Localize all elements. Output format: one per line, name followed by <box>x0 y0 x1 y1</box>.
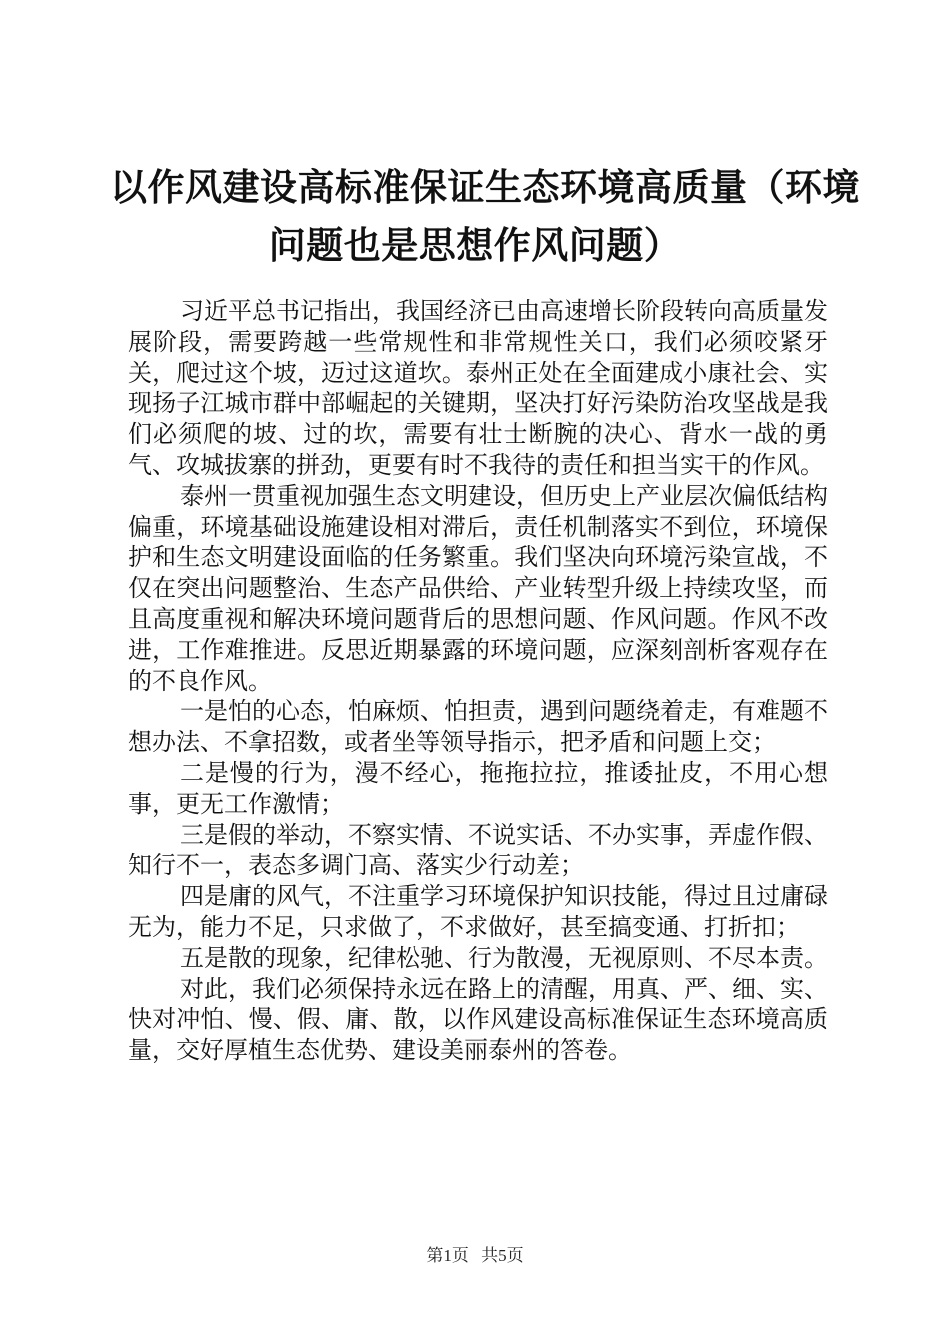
title-line-2: 问题也是思想作风问题） <box>268 223 682 267</box>
document-title <box>110 158 860 274</box>
paragraph-point-1: 一是怕的心态，怕麻烦、怕担责，遇到问题绕着走，有难题不想办法、不拿招数，或者坐等领导指示，把矛盾和问题上交； <box>128 697 828 757</box>
page-total: 共5页 <box>481 1246 524 1265</box>
paragraph-conclusion: 对此，我们必须保持永远在路上的清醒，用真、严、细、实、快对冲怕、慢、假、庸、散，以作风建设高标准保证生态环境高质量，交好厚植生态优势、建设美丽泰州的答卷。 <box>128 974 828 1065</box>
document-body <box>128 296 828 1066</box>
paragraph-background: 泰州一贯重视加强生态文明建设，但历史上产业层次偏低结构偏重，环境基础设施建设相对滞后，责任机制落实不到位，环境保护和生态文明建设面临的任务繁重。我们坚决向环境污染宣战，不仅在突出问题整治、生态产品供给、产业转型升级上持续攻坚，而且高度重视和解决环境问题背后的思想问题、作风问题。作风不改进，工作难推进。反思近期暴露的环境问题，应深刻剖析客观存在的不良作风。 <box>128 481 828 695</box>
page-footer <box>0 1241 950 1266</box>
paragraph-intro: 习近平总书记指出，我国经济已由高速增长阶段转向高质量发展阶段，需要跨越一些常规性和非常规性关口，我们必须咬紧牙关，爬过这个坡，迈过这道坎。泰州正处在全面建成小康社会、实现扬子江城市群中部崛起的关键期，坚决打好污染防治攻坚战是我们必须爬的坡、过的坎，需要有壮士断腕的决心、背水一战的勇气、攻城拔寨的拼劲，更要有时不我待的责任和担当实干的作风。 <box>128 297 828 479</box>
title-line-1: 以作风建设高标准保证生态环境高质量（环境 <box>110 165 860 209</box>
paragraph-point-5: 五是散的现象，纪律松驰、行为散漫，无视原则、不尽本责。 <box>180 943 828 972</box>
paragraph-point-4: 四是庸的风气，不注重学习环境保护知识技能，得过且过庸碌无为，能力不足，只求做了，不求做好，甚至搞变通、打折扣； <box>128 882 828 941</box>
paragraph-point-2: 二是慢的行为，漫不经心，拖拖拉拉，推诿扯皮，不用心想事，更无工作激情； <box>128 758 828 818</box>
page-number: 第1页 <box>426 1246 469 1265</box>
paragraph-point-3: 三是假的举动，不察实情、不说实话、不办实事，弄虚作假、知行不一，表态多调门高、落实少行动差； <box>128 820 828 880</box>
